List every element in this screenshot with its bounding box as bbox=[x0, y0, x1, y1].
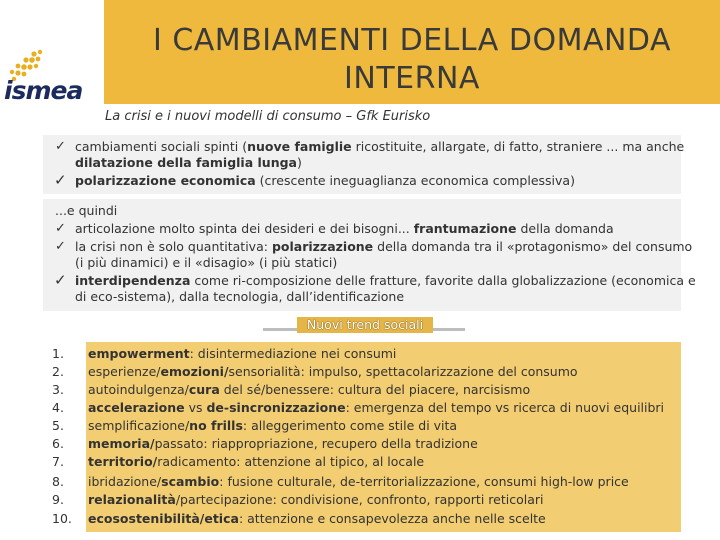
check-icon: ✓ bbox=[54, 171, 67, 189]
trend-heading: Nuovi trend sociali bbox=[297, 317, 433, 333]
box1-line1: cambiamenti sociali spinti (nuove famiglie ricostituite, allargate, di fatto, straniere ... ma anche bbox=[75, 139, 685, 154]
list-item-number: 5. bbox=[52, 418, 64, 433]
list-item: accelerazione vs de-sincronizzazione: emergenza del tempo vs ricerca di nuovi equilibri bbox=[88, 400, 665, 415]
logo-text: ismea bbox=[4, 76, 83, 105]
list-item: ecosostenibilità/etica: attenzione e consapevolezza anche nelle scelte bbox=[88, 511, 546, 526]
list-item: esperienze/emozioni/sensorialità: impulso, spettacolarizzazione del consumo bbox=[88, 364, 578, 379]
box2-bullet3: interdipendenza come ri-composizione delle fratture, favorite dalla globalizzazione (economica e bbox=[75, 273, 696, 288]
box2-bullet3-cont: di eco-sistema), dalla tecnologia, dall’identificazione bbox=[75, 289, 405, 304]
box1-line2: dilatazione della famiglia lunga) bbox=[75, 155, 302, 170]
list-item: semplificazione/no frills: alleggerimento come stile di vita bbox=[88, 418, 458, 433]
box1-line3: polarizzazione economica (crescente ineguaglianza economica complessiva) bbox=[75, 173, 575, 188]
check-icon: ✓ bbox=[55, 221, 66, 236]
list-item-number: 7. bbox=[52, 454, 64, 469]
check-icon: ✓ bbox=[54, 271, 67, 289]
check-icon: ✓ bbox=[55, 139, 66, 154]
box2-bullet2-cont: (i più dinamici) e il «disagio» (i più statici) bbox=[75, 255, 338, 270]
box2-bullet1: articolazione molto spinta dei desideri e dei bisogni... frantumazione della domanda bbox=[75, 221, 614, 236]
list-item-number: 9. bbox=[52, 492, 64, 507]
list-item: empowerment: disintermediazione nei consumi bbox=[88, 346, 397, 361]
list-item-number: 6. bbox=[52, 436, 64, 451]
list-item-number: 1. bbox=[52, 346, 64, 361]
box2-bullet2: la crisi non è solo quantitativa: polarizzazione della domanda tra il «protagonismo» del consumo bbox=[75, 239, 693, 254]
list-item: memoria/passato: riappropriazione, recupero della tradizione bbox=[88, 436, 478, 451]
list-item: autoindulgenza/cura del sé/benessere: cultura del piacere, narcisismo bbox=[88, 382, 531, 397]
list-item-number: 2. bbox=[52, 364, 64, 379]
box2-intro: ...e quindi bbox=[55, 203, 118, 218]
page-subtitle: La crisi e i nuovi modelli di consumo – Gfk Eurisko bbox=[105, 109, 431, 124]
list-item: ibridazione/scambio: fusione culturale, de-territorializzazione, consumi high-low price bbox=[88, 474, 629, 489]
list-item-number: 3. bbox=[52, 382, 64, 397]
check-icon: ✓ bbox=[55, 239, 66, 254]
list-item: relazionalità/partecipazione: condivisione, confronto, rapporti reticolari bbox=[88, 492, 544, 507]
list-item-number: 8. bbox=[52, 474, 64, 489]
page-title: I CAMBIAMENTI DELLA DOMANDA INTERNA bbox=[152, 23, 672, 96]
list-item-number: 4. bbox=[52, 400, 64, 415]
list-item: territorio/radicamento: attenzione al tipico, al locale bbox=[88, 454, 425, 469]
list-item-number: 10. bbox=[52, 511, 72, 526]
